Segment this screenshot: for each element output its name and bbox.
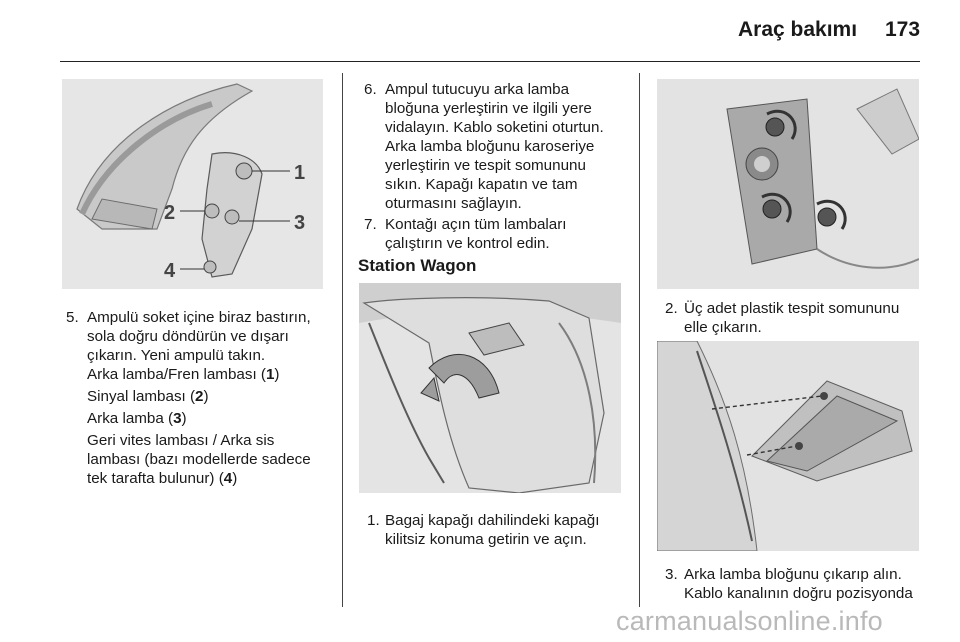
step-2-number: 2. xyxy=(665,300,678,317)
bulb-paren: ) xyxy=(181,410,187,427)
step-5-number: 5. xyxy=(66,309,79,326)
bulb-label: Arka lamba/Fren lambası ( xyxy=(87,366,266,383)
callout-3: 3 xyxy=(294,212,306,234)
bulb-2-text xyxy=(87,387,209,406)
column-divider xyxy=(342,73,343,607)
step-6-number: 6. xyxy=(364,81,377,98)
watermark: carmanualsonline.info xyxy=(616,606,883,636)
step-6-line: vidalayın. Kablo soketini oturtun. xyxy=(385,119,604,136)
page-header-title: Araç bakımı xyxy=(738,18,858,41)
bulb-4-line: lambası (bazı modellerde sadece xyxy=(87,451,311,468)
bulb-label: Sinyal lambası ( xyxy=(87,388,196,405)
step-3-text xyxy=(684,565,913,603)
header-rule xyxy=(60,61,920,62)
step-3-number: 3. xyxy=(665,566,678,583)
tail-lamp-bulb-holder-figure xyxy=(62,79,323,289)
step-5-line: Ampulü soket içine biraz bastırın, xyxy=(87,309,311,326)
step-5-text xyxy=(87,308,311,365)
bulb-1-text xyxy=(87,365,279,384)
step-6-line: Ampul tutucuyu arka lamba xyxy=(385,81,570,98)
bulb-number: 4 xyxy=(223,470,233,487)
bulb-number: 2 xyxy=(195,388,204,405)
step-6-line: oturmasını sağlayın. xyxy=(385,195,522,212)
step-6-text xyxy=(385,80,604,213)
step-1-line: Bagaj kapağı dahilindeki kapağı xyxy=(385,512,600,529)
bulb-4-line: Geri vites lambası / Arka sis xyxy=(87,432,275,449)
lamp-removal-figure xyxy=(657,341,919,551)
callout-4: 4 xyxy=(164,260,176,282)
section-title: Station Wagon xyxy=(358,256,477,275)
page-number: 173 xyxy=(885,18,921,41)
step-5-line: çıkarın. Yeni ampulü takın. xyxy=(87,347,266,364)
step-1-text xyxy=(385,511,599,549)
step-2-line: Üç adet plastik tespit somununu xyxy=(684,300,900,317)
retaining-nuts-figure xyxy=(657,79,919,289)
step-7-line: çalıştırın ve kontrol edin. xyxy=(385,235,550,252)
bulb-number: 3 xyxy=(173,410,182,427)
bulb-4-text xyxy=(87,431,311,488)
callout-2: 2 xyxy=(164,202,176,224)
step-2-text xyxy=(684,299,899,337)
step-3-line: Arka lamba bloğunu çıkarıp alın. xyxy=(684,566,902,583)
step-6-line: yerleştirin ve tespit somununu xyxy=(385,157,586,174)
step-6-line: bloğuna yerleştirin ve ilgili yere xyxy=(385,100,592,117)
callout-1: 1 xyxy=(294,162,306,184)
step-7-line: Kontağı açın tüm lambaları xyxy=(385,216,567,233)
bulb-paren: ) xyxy=(274,366,280,383)
bulb-4-line xyxy=(87,469,311,488)
step-3-line: Kablo kanalının doğru pozisyonda xyxy=(684,585,913,602)
column-divider xyxy=(639,73,640,607)
bulb-label: Arka lamba ( xyxy=(87,410,174,427)
step-6-line: sıkın. Kapağı kapatın ve tam xyxy=(385,176,578,193)
step-2-line: elle çıkarın. xyxy=(684,319,762,336)
bulb-paren: ) xyxy=(232,470,238,487)
step-1-line: kilitsiz konuma getirin ve açın. xyxy=(385,531,587,548)
step-5-line: sola doğru döndürün ve dışarı xyxy=(87,328,289,345)
bulb-3-text xyxy=(87,409,187,428)
step-7-number: 7. xyxy=(364,216,377,233)
bulb-label: tek tarafta bulunur) ( xyxy=(87,470,224,487)
bulb-number: 1 xyxy=(265,366,275,383)
step-7-text xyxy=(385,215,567,253)
step-6-line: Arka lamba bloğunu karoseriye xyxy=(385,138,595,155)
bulb-paren: ) xyxy=(203,388,209,405)
tailgate-cover-figure xyxy=(359,283,621,493)
step-1-number: 1. xyxy=(367,512,380,529)
